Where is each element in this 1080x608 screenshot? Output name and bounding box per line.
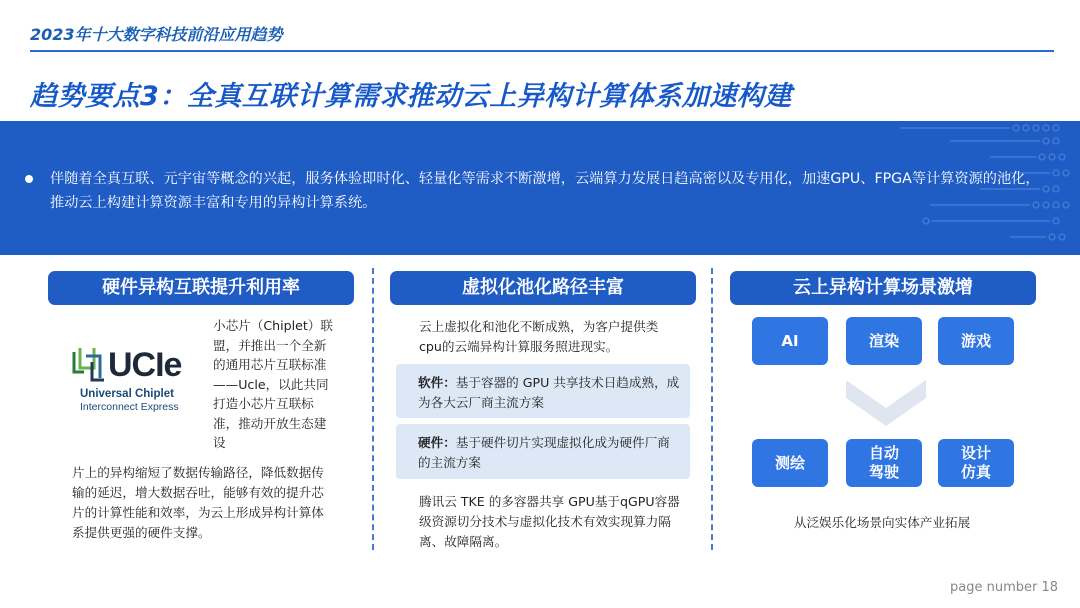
tile-surveying: 测绘 — [752, 439, 828, 487]
tile-ai: AI — [752, 317, 828, 365]
tencent-tke-text: 腾讯云 TKE 的多容器共享 GPU基于qGPU容器级资源切分技术与虚拟化技术有效实现算力隔离、故障隔离。 — [419, 494, 680, 549]
tile-rendering: 渲染 — [846, 317, 922, 365]
tile-gaming: 游戏 — [938, 317, 1014, 365]
software-label: 软件： — [418, 375, 456, 390]
software-text: 基于容器的 GPU 共享技术日趋成熟，成为各大云厂商主流方案 — [418, 375, 680, 410]
software-box — [396, 364, 690, 418]
ucie-logo-text: UCIe — [108, 346, 182, 384]
banner-text-content: 伴随着全真互联、元宇宙等概念的兴起，服务体验即时化、轻量化等需求不断激增，云端算力发展日趋高密以及专用化，加速GPU、FPGA等计算资源的池化，推动云上构建计算资源丰富和专用的异构计算系统。 — [50, 171, 1040, 211]
chiplet-description: 小芯片（Chiplet）联盟，并推出一个全新的通用芯片互联标准——Ucle，以此共同打造小芯片互联标准，推动开放生态建设 — [213, 318, 334, 450]
tile-design-simulation — [938, 439, 1014, 487]
column-divider-right — [711, 268, 713, 550]
ucie-logo-icon — [72, 346, 106, 384]
page-heading: 趋势要点3：全真互联计算需求推动云上异构计算体系加速构建 — [30, 81, 792, 112]
title-rule — [30, 50, 1054, 52]
column-divider-left — [372, 268, 374, 550]
hardware-heading: 硬件异构互联提升利用率 — [48, 271, 354, 305]
page-number: page number 18 — [950, 580, 1059, 595]
ucie-logo — [72, 342, 202, 414]
ucie-logo-subtitle-2: Interconnect Express — [80, 401, 179, 413]
virtualization-intro: 云上虚拟化和池化不断成熟，为客户提供类cpu的云端异构计算服务照进现实。 — [419, 319, 659, 354]
chevron-down-icon — [846, 380, 926, 426]
tile-autonomous-driving — [846, 439, 922, 487]
banner-text — [50, 167, 1050, 215]
hardware-text: 基于硬件切片实现虚拟化成为硬件厂商的主流方案 — [418, 435, 670, 470]
scenarios-heading: 云上异构计算场景激增 — [730, 271, 1036, 305]
virtualization-heading: 虚拟化池化路径丰富 — [390, 271, 696, 305]
tile-design-simulation-label: 设计仿真 — [960, 444, 991, 481]
hardware-label: 硬件： — [418, 435, 456, 450]
hardware-box — [396, 424, 690, 479]
report-title: 2023年十大数字科技前沿应用趋势 — [30, 25, 283, 44]
summary-banner — [0, 121, 1080, 255]
scenario-caption: 从泛娱乐化场景向实体产业拓展 — [793, 515, 971, 530]
bullet-dot — [25, 175, 33, 183]
tile-autonomous-driving-label: 自动驾驶 — [868, 444, 899, 481]
hardware-body-text: 片上的异构缩短了数据传输路径，降低数据传输的延迟，增大数据吞吐，能够有效的提升芯片的计算性能和效率，为云上形成异构计算体系提供更强的硬件支撑。 — [72, 465, 324, 540]
ucie-logo-subtitle: Universal Chiplet — [80, 388, 174, 400]
